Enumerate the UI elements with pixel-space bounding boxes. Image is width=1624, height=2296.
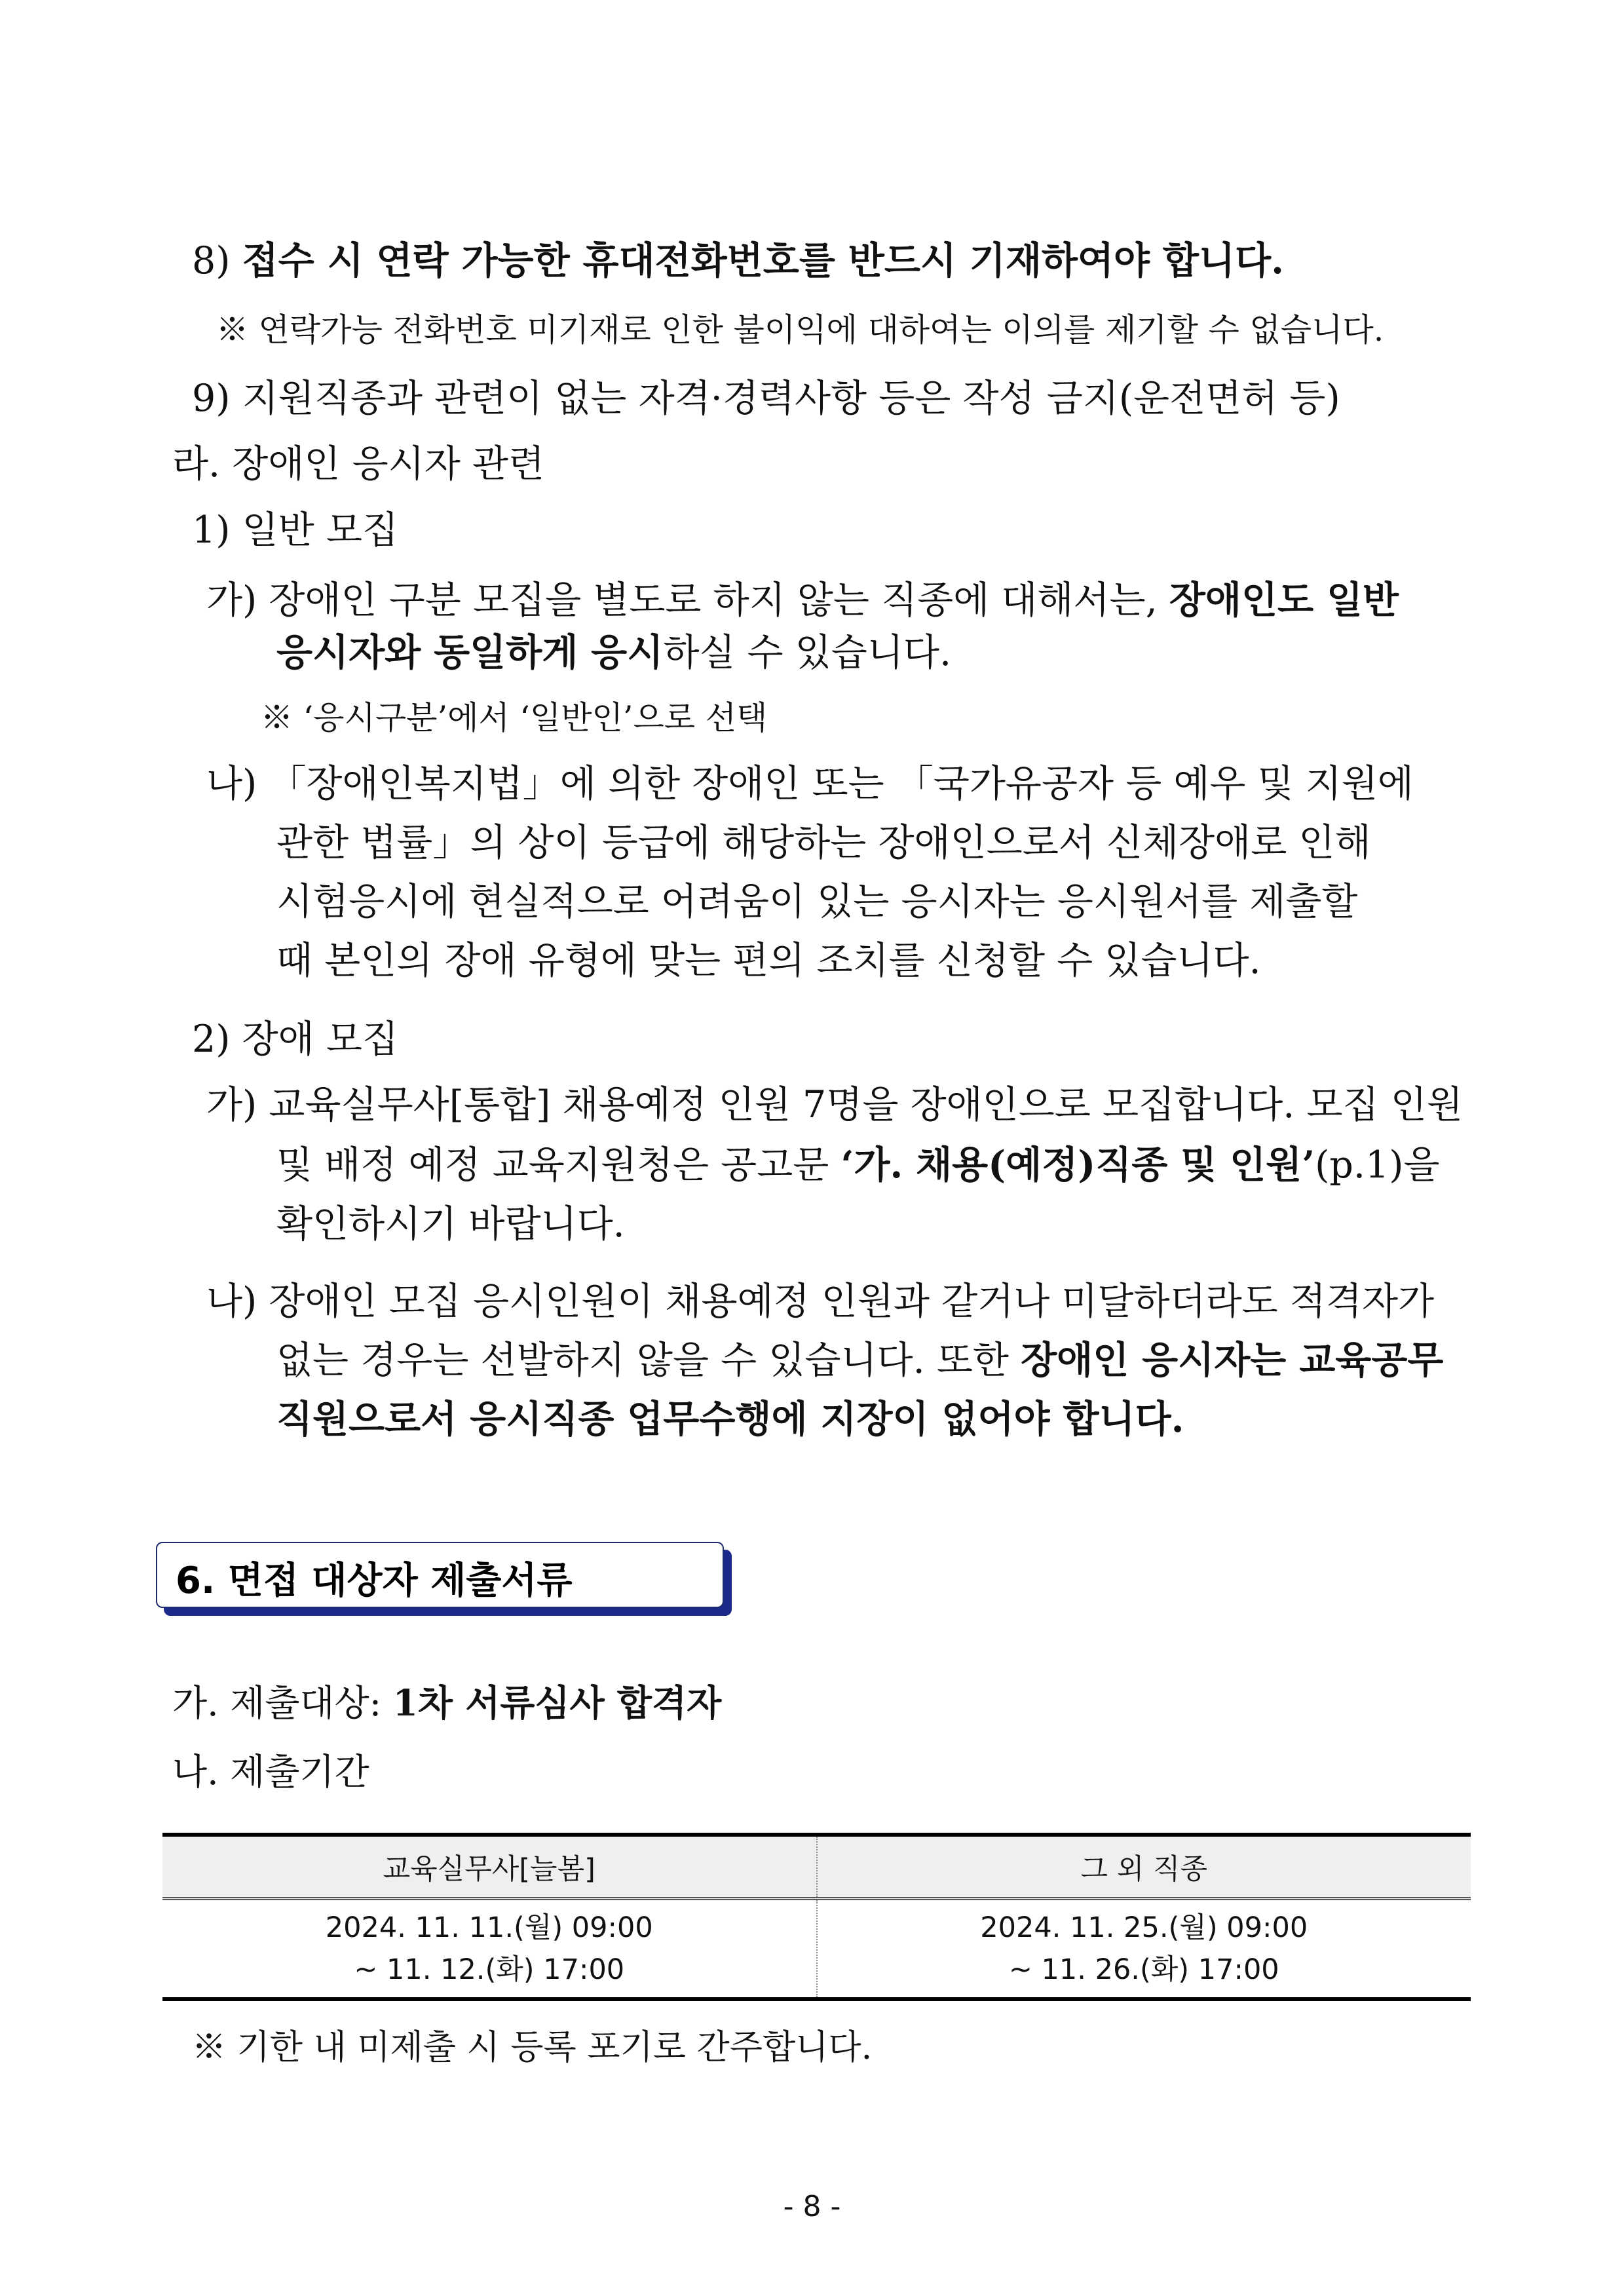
general-ga-prefix: 가) — [206, 579, 269, 622]
general-ga-text-2: 하실 수 있습니다. — [663, 631, 952, 674]
special-ga-line2 — [276, 1135, 1440, 1189]
special-ga-emphasis: ‘가. 채용(예정)직종 및 인원’ — [840, 1143, 1315, 1187]
item-9: 9) 지원직종과 관련이 없는 자격·경력사항 등은 작성 금지(운전면허 등) — [192, 377, 1340, 420]
item-8 — [192, 231, 1284, 284]
period-end: ~ 11. 26.(화) 17:00 — [1008, 1953, 1279, 1986]
submission-period-table — [162, 1833, 1471, 2001]
special-ga-line3: 확인하시기 바랍니다. — [276, 1202, 625, 1246]
period-start: 2024. 11. 11.(월) 09:00 — [325, 1911, 653, 1944]
general-ga-note: ※ ‘응시구분’에서 ‘일반인’으로 선택 — [261, 699, 768, 737]
item-8-number: 8) — [192, 239, 242, 282]
item-8-note: ※ 연락가능 전화번호 미기재로 인한 불이익에 대하여는 이의를 제기할 수 없습니다. — [216, 311, 1384, 349]
general-na-line1: 나) 「장애인복지법」에 의한 장애인 또는 「국가유공자 등 예우 및 지원에 — [206, 762, 1414, 805]
item-8-text: 접수 시 연락 가능한 휴대전화번호를 반드시 기재하여야 합니다. — [242, 239, 1284, 282]
page-number: - 8 - — [783, 2190, 841, 2223]
general-ga-emphasis: 장애인도 일반 — [1169, 578, 1399, 622]
special-ga-text: 및 배정 예정 교육지원청은 공고문 — [276, 1143, 841, 1187]
table-row — [162, 1899, 1471, 2000]
section-title: 6. 면접 대상자 제출서류 — [176, 1559, 573, 1602]
special-recruitment-heading: 2) 장애 모집 — [192, 1018, 398, 1061]
deadline-footnote: ※ 기한 내 미제출 시 등록 포기로 간주합니다. — [192, 2028, 873, 2067]
general-ga-line1 — [206, 570, 1399, 624]
special-na-line3: 직원으로서 응시직종 업무수행에 지장이 없어야 합니다. — [276, 1397, 1184, 1441]
submission-target-value: 1차 서류심사 합격자 — [392, 1681, 722, 1724]
general-ga-line2 — [276, 622, 951, 676]
general-ga-emphasis-2: 응시자와 동일하게 응시 — [276, 630, 664, 674]
table-cell — [162, 1899, 817, 2000]
special-na-text: 없는 경우는 선발하지 않을 수 있습니다. 또한 — [276, 1339, 1021, 1382]
submission-target — [172, 1674, 721, 1726]
general-recruitment-heading: 1) 일반 모집 — [192, 508, 398, 552]
general-ga-text: 장애인 구분 모집을 별도로 하지 않는 직종에 대해서는, — [269, 579, 1169, 622]
general-na-line3: 시험응시에 현실적으로 어려움이 있는 응시자는 응시원서를 제출할 — [276, 880, 1358, 923]
period-start: 2024. 11. 25.(월) 09:00 — [980, 1911, 1308, 1944]
table-header-cell: 그 외 직종 — [817, 1835, 1471, 1899]
period-end: ~ 11. 12.(화) 17:00 — [354, 1953, 625, 1986]
table-header-row — [162, 1835, 1471, 1899]
disabled-applicant-heading: 라. 장애인 응시자 관련 — [172, 442, 545, 486]
table-header-cell: 교육실무사[늘봄] — [162, 1835, 817, 1899]
submission-target-label: 가. 제출대상: — [172, 1682, 393, 1724]
special-na-line2 — [276, 1330, 1443, 1384]
submission-period-label: 나. 제출기간 — [172, 1751, 369, 1793]
special-ga-page-ref: (p.1)을 — [1315, 1143, 1440, 1187]
special-na-emphasis: 장애인 응시자는 교육공무 — [1021, 1338, 1444, 1382]
special-ga-line1: 가) 교육실무사[통합] 채용예정 인원 7명을 장애인으로 모집합니다. 모집 인원 — [206, 1083, 1463, 1126]
general-na-line2: 관한 법률」의 상이 등급에 해당하는 장애인으로서 신체장애로 인해 — [276, 821, 1371, 864]
table-cell — [817, 1899, 1471, 2000]
general-na-line4: 때 본인의 장애 유형에 맞는 편의 조치를 신청할 수 있습니다. — [276, 939, 1261, 982]
special-na-line1: 나) 장애인 모집 응시인원이 채용예정 인원과 같거나 미달하더라도 적격자가 — [206, 1280, 1435, 1323]
